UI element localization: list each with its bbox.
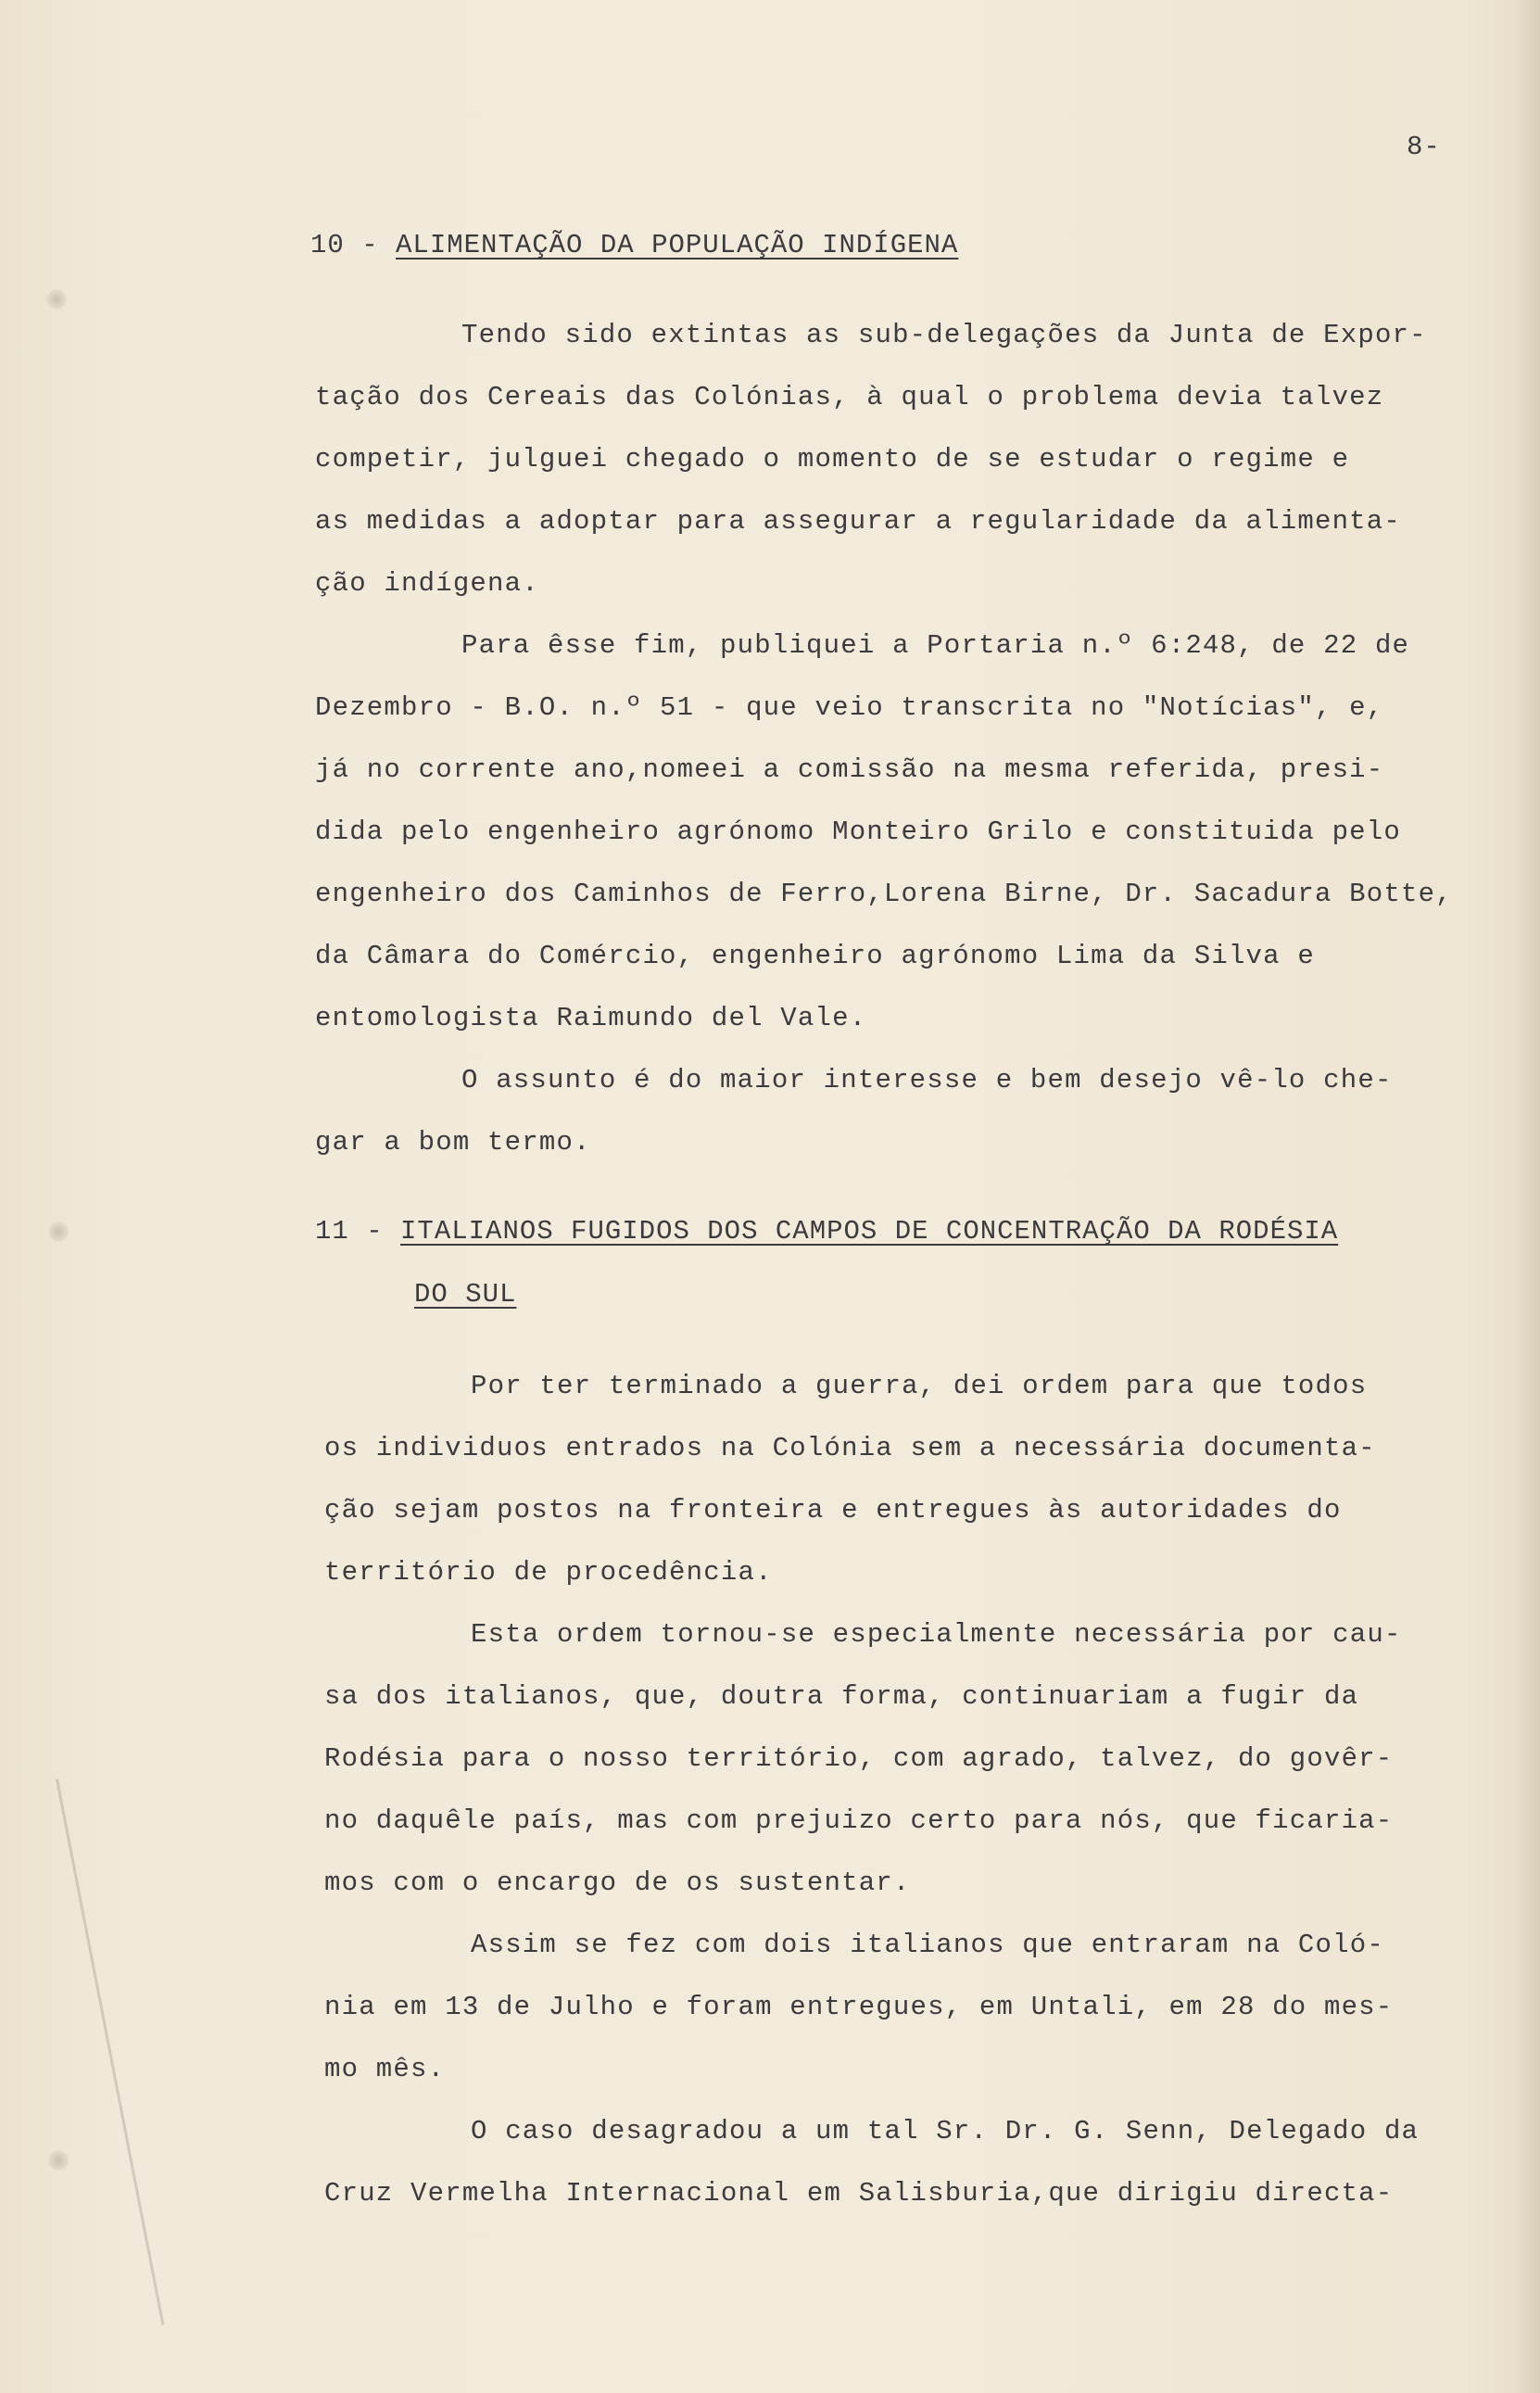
section-10-number: 10 -	[310, 230, 379, 260]
text-line: as medidas a adoptar para assegurar a regularidade da alimenta-	[315, 506, 1401, 537]
section-10-heading	[310, 230, 958, 260]
text-line: ção indígena.	[315, 568, 539, 599]
text-line: O caso desagradou a um tal Sr. Dr. G. Senn, Delegado da	[471, 2116, 1420, 2146]
text-line: mo mês.	[324, 2054, 446, 2084]
text-line: competir, julguei chegado o momento de se estudar o regime e	[315, 444, 1350, 475]
text-line: Assim se fez com dois italianos que entraram na Coló-	[471, 1930, 1384, 1960]
text-line: engenheiro dos Caminhos de Ferro,Lorena Birne, Dr. Sacadura Botte,	[315, 879, 1453, 909]
text-line: Esta ordem tornou-se especialmente necessária por cau-	[471, 1619, 1402, 1650]
text-line: Tendo sido extintas as sub-delegações da Junta de Expor-	[461, 320, 1427, 350]
punch-hole-mark	[48, 2150, 69, 2171]
text-line: ção sejam postos na fronteira e entregues às autoridades do	[324, 1495, 1342, 1526]
page-number: 8-	[1407, 132, 1441, 162]
section-11-title-line2: DO SUL	[414, 1279, 517, 1310]
section-11-heading	[315, 1216, 1338, 1247]
text-line: no daquêle país, mas com prejuizo certo para nós, que ficaria-	[324, 1805, 1394, 1836]
section-11-title-continued	[414, 1279, 516, 1310]
text-line: Dezembro - B.O. n.º 51 - que veio transcrita no "Notícias", e,	[315, 692, 1384, 723]
section-11-number: 11 -	[315, 1216, 384, 1247]
text-line: mos com o encargo de os sustentar.	[324, 1868, 911, 1898]
text-line: os individuos entrados na Colónia sem a necessária documenta-	[324, 1433, 1376, 1463]
section-11-title: ITALIANOS FUGIDOS DOS CAMPOS DE CONCENTRAÇÃO DA RODÉSIA	[400, 1216, 1339, 1247]
text-line: nia em 13 de Julho e foram entregues, em Untali, em 28 do mes-	[324, 1992, 1394, 2022]
text-line: território de procedência.	[324, 1557, 773, 1588]
text-line: da Câmara do Comércio, engenheiro agrónomo Lima da Silva e	[315, 941, 1315, 971]
text-line: tação dos Cereais das Colónias, à qual o problema devia talvez	[315, 382, 1384, 412]
section-10-title: ALIMENTAÇÃO DA POPULAÇÃO INDÍGENA	[396, 230, 959, 260]
text-line: dida pelo engenheiro agrónomo Monteiro Grilo e constituida pelo	[315, 817, 1401, 847]
punch-hole-mark	[46, 289, 67, 310]
punch-hole-mark	[48, 1222, 69, 1242]
text-line: Cruz Vermelha Internacional em Salisburia,que dirigiu directa-	[324, 2178, 1394, 2209]
page-edge-shadow	[1514, 0, 1540, 2393]
text-line: Para êsse fim, publiquei a Portaria n.º 6:248, de 22 de	[461, 630, 1410, 661]
text-line: Rodésia para o nosso território, com agrado, talvez, do govêr-	[324, 1743, 1394, 1774]
text-line: entomologista Raimundo del Vale.	[315, 1003, 867, 1033]
text-line: gar a bom termo.	[315, 1127, 591, 1158]
text-line: sa dos italianos, que, doutra forma, continuariam a fugir da	[324, 1681, 1359, 1712]
text-line: O assunto é do maior interesse e bem desejo vê-lo che-	[461, 1065, 1393, 1095]
text-line: já no corrente ano,nomeei a comissão na mesma referida, presi-	[315, 754, 1384, 785]
text-line: Por ter terminado a guerra, dei ordem para que todos	[471, 1371, 1368, 1401]
